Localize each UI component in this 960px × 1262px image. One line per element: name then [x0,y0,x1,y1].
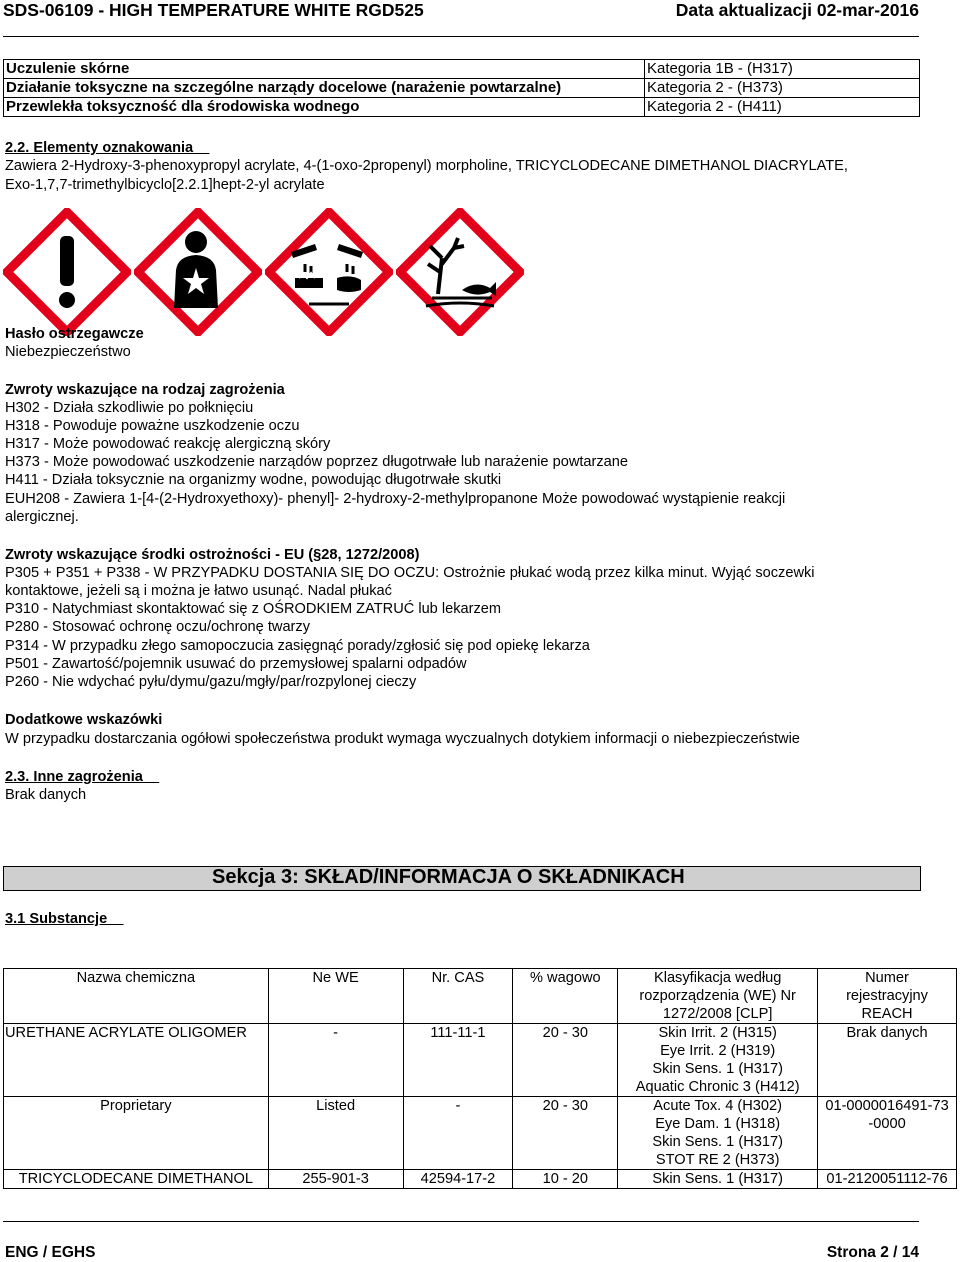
reach-number [818,1024,957,1097]
additional-info-text: W przypadku dostarczania ogółowi społeczeństwa produkt wymaga wyczualnych dotykiem informacji o niebezpieczeństwie [5,731,800,747]
column-header-weight: % wagowo [513,969,618,1024]
signal-word-heading: Hasło ostrzegawcze [5,326,144,342]
classification-line: Eye Irrit. 2 (H319) [660,1043,776,1059]
column-header-name: Nazwa chemiczna [4,969,269,1024]
precautionary-statements-heading: Zwroty wskazujące środki ostrożności - EU (§28, 1272/2008) [5,547,420,563]
precautionary-statement: P260 - Nie wdychać pyłu/dymu/gazu/mgły/par/rozpylonej cieczy [5,674,417,690]
column-header-we: Ne WE [268,969,403,1024]
reach-number [818,1170,957,1189]
reach-line: Brak danych [846,1025,928,1041]
table-row [4,79,920,98]
table-row [4,1170,957,1189]
exclamation-mark-icon [3,208,131,336]
hazard-statement: H373 - Może powodować uszkodzenie narządów poprzez długotrwałe lub narażenie powtarzane [5,454,629,470]
table-row [4,1024,957,1097]
header-line: 1272/2008 [CLP] [662,1006,773,1022]
classification-line: Skin Sens. 1 (H317) [652,1171,783,1187]
classification-name: Przewlekła toksyczność dla środowiska wodnego [4,98,645,117]
hazard-statement: H317 - Może powodować reakcję alergiczną skóry [5,436,331,452]
classification-line: Skin Sens. 1 (H317) [652,1061,783,1077]
header-line: REACH [861,1006,913,1022]
classification-name: Uczulenie skórne [4,60,645,79]
health-hazard-icon [134,208,262,336]
precautionary-statement: P310 - Natychmiast skontaktować się z OŚRODKIEM ZATRUĆ lub lekarzem [5,601,502,617]
footer-language: ENG / EGHS [5,1244,96,1261]
signal-word: Niebezpieczeństwo [5,344,131,360]
hazard-statements-heading: Zwroty wskazujące na rodzaj zagrożenia [5,382,285,398]
contains-text-1: Zawiera 2-Hydroxy-3-phenoxypropyl acrylate, 4-(1-oxo-2propenyl) morpholine, TRICYCLODECANE DIMETHANOL DIACRYLATE, [5,158,848,174]
substances-heading: 3.1 Substancje__ [5,911,124,927]
header-line: rozporządzenia (WE) Nr [639,988,796,1004]
contains-text-2: Exo-1,7,7-trimethylbicyclo[2.2.1]hept-2-yl acrylate [5,177,325,193]
classification-line: Aquatic Chronic 3 (H412) [635,1079,800,1095]
classification-name: Działanie toksyczne na szczególne narządy docelowe (narażenie powtarzalne) [4,79,645,98]
column-header-reach [818,969,957,1024]
classification-line: Acute Tox. 4 (H302) [653,1098,783,1114]
precautionary-statement: P280 - Stosować ochronę oczu/ochronę twarzy [5,619,311,635]
document-header [3,0,919,30]
classification-category: Kategoria 1B - (H317) [645,60,920,79]
column-header-cas: Nr. CAS [403,969,513,1024]
precautionary-statement: P314 - W przypadku złego samopoczucia zasięgnąć porady/zgłosić się pod opiekę lekarza [5,638,590,654]
header-divider [3,36,919,37]
header-line: rejestracyjny [846,988,928,1004]
reach-line: 01-0000016491-73 [825,1098,949,1114]
clp-classification [618,1170,818,1189]
composition-table [3,968,957,1189]
hazard-statement: H411 - Działa toksycznie na organizmy wodne, powodując długotrwałe skutki [5,472,502,488]
hazard-statement-continued: alergicznej. [5,509,79,525]
reach-number [818,1097,957,1170]
header-line: Numer [865,970,909,986]
classification-line: Skin Irrit. 2 (H315) [658,1025,777,1041]
classification-line: STOT RE 2 (H373) [655,1152,780,1168]
table-row [4,60,920,79]
hazard-statement: H302 - Działa szkodliwie po połknięciu [5,400,254,416]
reach-line: -0000 [868,1116,906,1132]
table-row [4,98,920,117]
other-hazards-text: Brak danych [5,787,87,803]
chemical-name: Proprietary [4,1097,269,1170]
weight-percent: 20 - 30 [513,1024,618,1097]
ec-number: Listed [268,1097,403,1170]
cas-number: - [403,1097,513,1170]
classification-category: Kategoria 2 - (H373) [645,79,920,98]
header-revision-date: Data aktualizacji 02-mar-2016 [675,0,919,20]
clp-classification [618,1097,818,1170]
cas-number: 111-11-1 [403,1024,513,1097]
classification-line: Skin Sens. 1 (H317) [652,1134,783,1150]
column-header-classification [618,969,818,1024]
additional-info-heading: Dodatkowe wskazówki [5,712,163,728]
weight-percent: 20 - 30 [513,1097,618,1170]
section-3-title: Sekcja 3: SKŁAD/INFORMACJA O SKŁADNIKACH [212,866,685,888]
chemical-name: URETHANE ACRYLATE OLIGOMER [4,1024,269,1097]
chemical-name: TRICYCLODECANE DIMETHANOL [4,1170,269,1189]
precautionary-statement: P305 + P351 + P338 - W PRZYPADKU DOSTANIA SIĘ DO OCZU: Ostrożnie płukać wodą przez kilka minut. Wyjąć soczewki [5,565,815,581]
table-row [4,1097,957,1170]
classification-category: Kategoria 2 - (H411) [645,98,920,117]
ghs-pictograms [3,208,523,336]
ec-number: 255-901-3 [268,1170,403,1189]
ec-number: - [268,1024,403,1097]
label-elements-heading: 2.2. Elementy oznakowania__ [5,140,210,156]
footer-page-number: Strona 2 / 14 [826,1244,919,1261]
header-product: SDS-06109 - HIGH TEMPERATURE WHITE RGD525 [3,0,424,20]
clp-classification [618,1024,818,1097]
corrosion-icon [265,208,393,336]
table-header-row [4,969,957,1024]
classification-line: Eye Dam. 1 (H318) [655,1116,781,1132]
reach-line: 01-2120051112-76 [826,1171,948,1187]
precautionary-statement: P501 - Zawartość/pojemnik usuwać do przemysłowej spalarni odpadów [5,656,467,672]
classification-table [3,59,920,117]
hazard-statement: H318 - Powoduje poważne uszkodzenie oczu [5,418,300,434]
cas-number: 42594-17-2 [403,1170,513,1189]
footer-divider [3,1221,919,1222]
precautionary-statement-continued: kontaktowe, jeżeli są i można je łatwo usunąć. Nadal płukać [5,583,392,599]
weight-percent: 10 - 20 [513,1170,618,1189]
environment-icon [396,208,524,336]
other-hazards-heading: 2.3. Inne zagrożenia__ [5,769,160,785]
hazard-statement: EUH208 - Zawiera 1-[4-(2-Hydroxyethoxy)- phenyl]- 2-hydroxy-2-methylpropanone Może powodować wystąpienie reakcji [5,491,786,507]
header-line: Klasyfikacja według [653,970,782,986]
